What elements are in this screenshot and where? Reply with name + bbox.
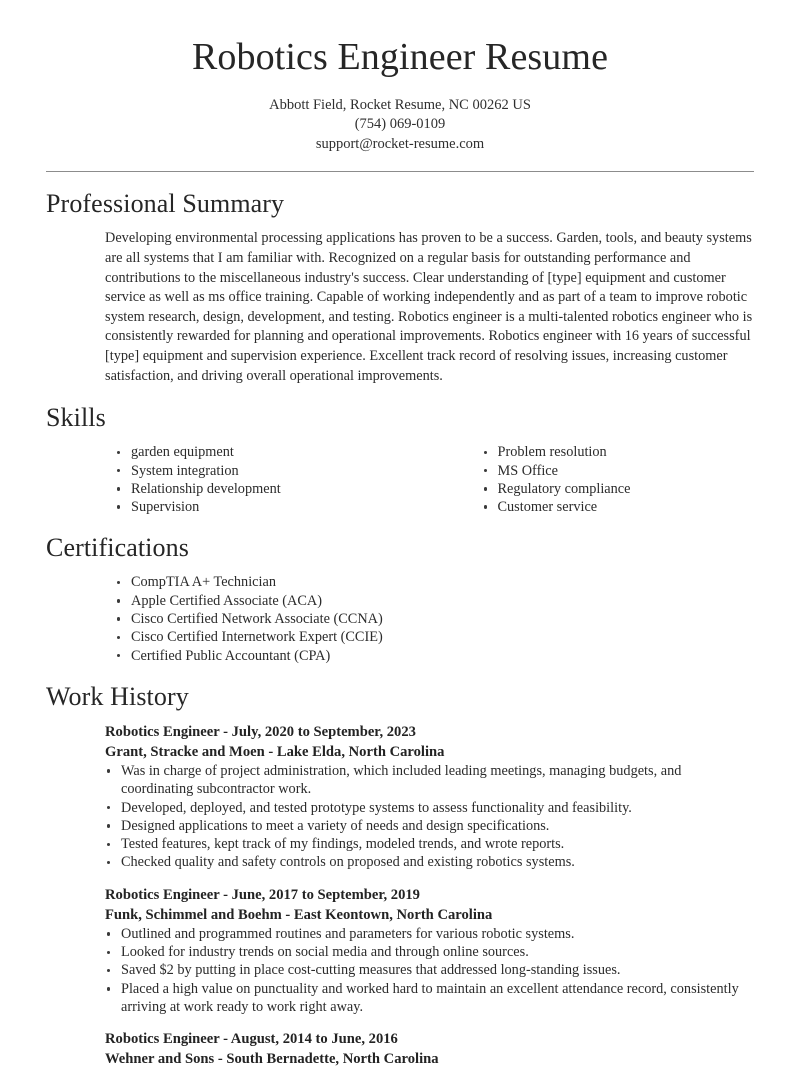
- work-history-entry: [105, 885, 754, 1016]
- section-heading-work-history: Work History: [46, 681, 189, 711]
- list-item: Cisco Certified Network Associate (CCNA): [115, 610, 754, 628]
- page-title: Robotics Engineer Resume: [191, 36, 609, 78]
- skills-body: [46, 443, 754, 516]
- list-item: Problem resolution: [482, 443, 755, 461]
- list-item: Developed, deployed, and tested prototype systems to assess functionality and feasibility.: [105, 799, 754, 817]
- contact-email: support@rocket-resume.com: [315, 135, 485, 152]
- summary-paragraph: Developing environmental processing applications has proven to be a success. Garden, tools, and beauty systems are all systems that I am familiar with. Recognized on a regular basis for outstanding performance and contributions to the miscellaneous industry's success. Clear understanding of [type] equipment and customer service as well as ms office training. Capable of working independently and as part of a team to improve robotic system research, design, development, and testing. Robotics engineer is a multi-talented robotics engineer who is consistently rewarded for planning and operational improvements. Robotics engineer with 16 years of successful [type] equipment and supervision experience. Excellent track record of resolving issues, increasing customer satisfaction, and driving overall operational improvements.: [105, 230, 753, 384]
- list-item: Cisco Certified Internetwork Expert (CCIE): [115, 628, 754, 646]
- skills-column-left: [115, 443, 435, 516]
- list-item: Customer service: [482, 498, 755, 516]
- work-history-entry: [105, 1029, 754, 1069]
- list-item: Designed applications to meet a variety of needs and design specifications.: [105, 817, 754, 835]
- certifications-list: [115, 573, 754, 664]
- work-history-body: [46, 722, 754, 1069]
- header-divider: [46, 171, 754, 172]
- contact-phone: (754) 069-0109: [354, 116, 446, 133]
- list-item: Apple Certified Associate (ACA): [115, 592, 754, 610]
- contact-address: Abbott Field, Rocket Resume, NC 00262 US: [269, 96, 531, 113]
- job-company: Wehner and Sons - South Bernadette, North Carolina: [105, 1051, 439, 1068]
- list-item: System integration: [115, 462, 435, 480]
- job-responsibilities-list: [105, 925, 754, 1016]
- list-item: garden equipment: [115, 443, 435, 461]
- list-item: Outlined and programmed routines and parameters for various robotic systems.: [105, 925, 754, 943]
- list-item: Tested features, kept track of my findings, modeled trends, and wrote reports.: [105, 835, 754, 853]
- section-heading-skills: Skills: [46, 403, 106, 433]
- list-item: Placed a high value on punctuality and worked hard to maintain an excellent attendance record, consistently arriving at work ready to work right away.: [105, 980, 754, 1017]
- list-item: Certified Public Accountant (CPA): [115, 647, 754, 665]
- resume-header: [46, 0, 754, 154]
- job-title: Robotics Engineer - August, 2014 to June, 2016: [105, 1031, 398, 1048]
- list-item: CompTIA A+ Technician: [115, 573, 754, 591]
- certifications-body: [46, 573, 754, 664]
- skills-column-right: [435, 443, 755, 516]
- section-work-history: [46, 681, 754, 1069]
- job-company: Funk, Schimmel and Boehm - East Keontown, North Carolina: [105, 906, 493, 923]
- job-title: Robotics Engineer - July, 2020 to September, 2023: [105, 723, 416, 740]
- job-responsibilities-list: [105, 762, 754, 872]
- section-skills: [46, 402, 754, 516]
- work-history-entry: [105, 722, 754, 872]
- list-item: Supervision: [115, 498, 435, 516]
- list-item: MS Office: [482, 462, 755, 480]
- section-professional-summary: [46, 188, 754, 386]
- skills-list-right: [482, 443, 755, 516]
- list-item: Saved $2 by putting in place cost-cutting measures that addressed long-standing issues.: [105, 961, 754, 979]
- job-company: Grant, Stracke and Moen - Lake Elda, North Carolina: [105, 743, 445, 760]
- list-item: Looked for industry trends on social media and through online sources.: [105, 943, 754, 961]
- list-item: Relationship development: [115, 480, 435, 498]
- list-item: Was in charge of project administration, which included leading meetings, managing budgets, and coordinating subcontractor work.: [105, 762, 754, 799]
- skills-list-left: [115, 443, 435, 516]
- job-title: Robotics Engineer - June, 2017 to September, 2019: [105, 886, 420, 903]
- summary-body: [46, 229, 754, 386]
- section-certifications: [46, 532, 754, 665]
- section-heading-summary: Professional Summary: [46, 189, 285, 219]
- list-item: Checked quality and safety controls on proposed and existing robotics systems.: [105, 853, 754, 871]
- section-heading-certifications: Certifications: [46, 533, 189, 563]
- list-item: Regulatory compliance: [482, 480, 755, 498]
